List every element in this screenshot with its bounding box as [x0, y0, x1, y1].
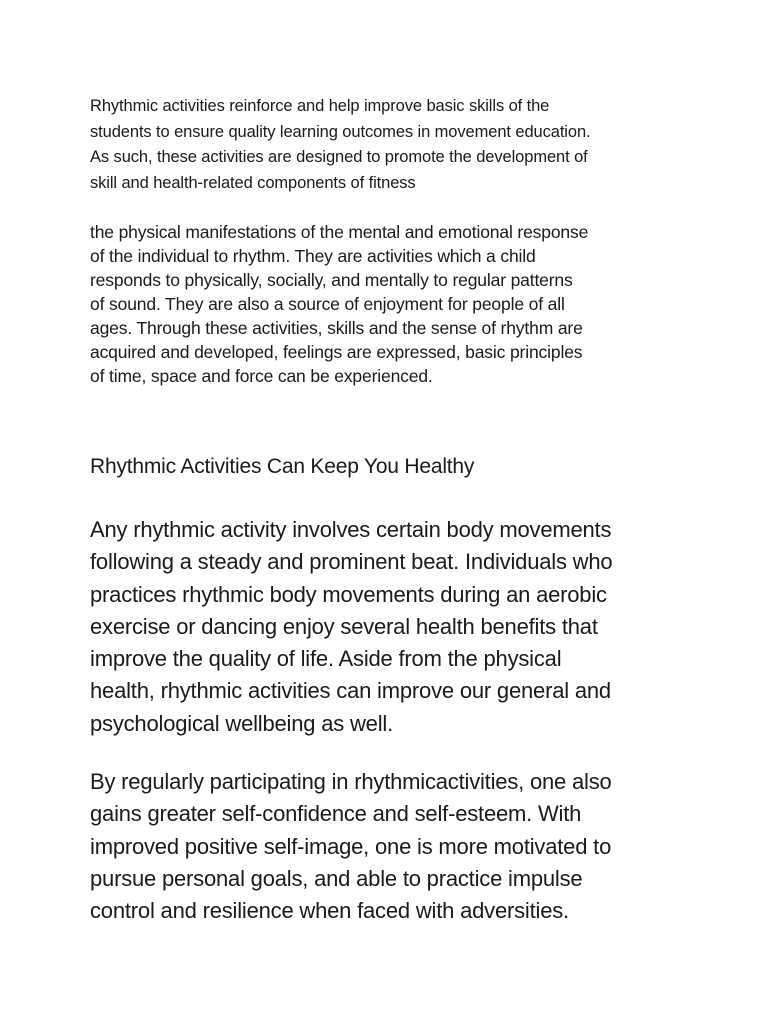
text-line: improved positive self-image, one is more motivated to	[90, 833, 612, 859]
text-line: of the individual to rhythm. They are activities which a child	[90, 246, 536, 266]
section-heading: Rhythmic Activities Can Keep You Healthy	[90, 455, 475, 478]
text-line: students to ensure quality learning outcomes in movement education.	[90, 122, 591, 141]
text-line: By regularly participating in rhythmicactivities, one also	[90, 769, 612, 794]
confidence-paragraph	[90, 766, 690, 927]
text-line: of time, space and force can be experienced.	[90, 366, 433, 386]
text-line: responds to physically, socially, and mentally to regular patterns	[90, 270, 573, 290]
text-line: improve the quality of life. Aside from the physical	[90, 646, 562, 672]
text-line: gains greater self-confidence and self-esteem. With	[90, 801, 582, 827]
text-line: Rhythmic activities reinforce and help improve basic skills of the	[90, 97, 550, 115]
text-line: control and resilience when faced with adversities.	[90, 898, 569, 924]
health-paragraph	[90, 514, 690, 740]
text-line: following a steady and prominent beat. Individuals who	[90, 549, 613, 575]
text-line: As such, these activities are designed to promote the development of	[90, 148, 588, 166]
text-line: skill and health-related components of fitness	[90, 173, 416, 192]
text-line: health, rhythmic activities can improve our general and	[90, 678, 611, 704]
text-line: psychological wellbeing as well.	[90, 710, 393, 736]
intro-paragraph	[90, 94, 680, 196]
text-line: of sound. They are also a source of enjoyment for people of all	[90, 294, 565, 314]
text-line: exercise or dancing enjoy several health benefits that	[90, 613, 598, 639]
text-line: pursue personal goals, and able to practice impulse	[90, 865, 583, 891]
text-line: acquired and developed, feelings are expressed, basic principles	[90, 342, 583, 362]
text-line: practices rhythmic body movements during an aerobic	[90, 581, 607, 607]
text-line: ages. Through these activities, skills and the sense of rhythm are	[90, 318, 583, 338]
definition-paragraph	[90, 220, 690, 388]
text-line: Any rhythmic activity involves certain body movements	[90, 517, 612, 542]
text-line: the physical manifestations of the mental and emotional response	[90, 222, 589, 242]
